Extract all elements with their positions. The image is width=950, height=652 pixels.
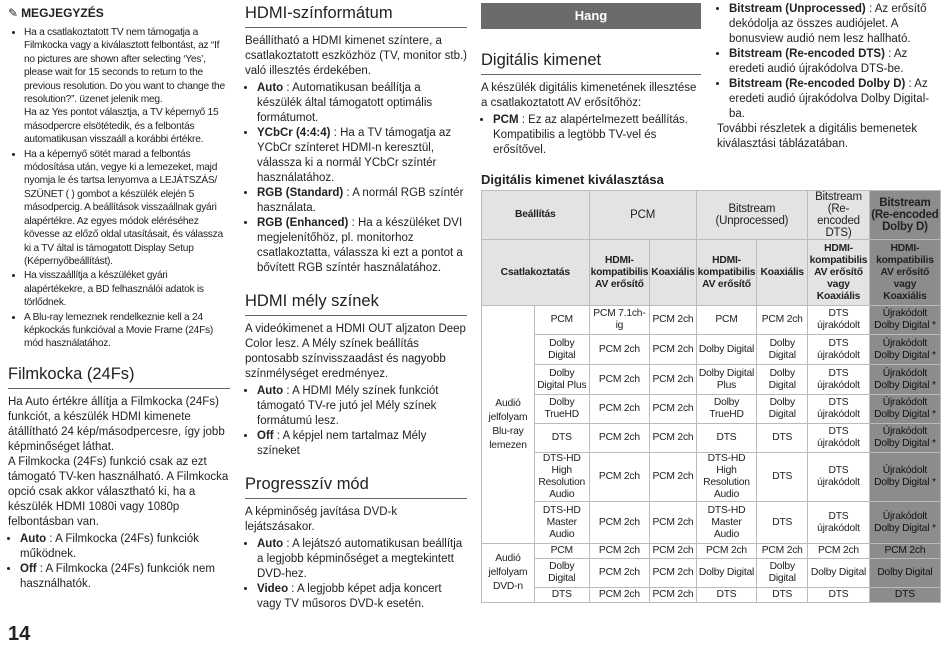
output-cell: Dolby Digital xyxy=(757,395,808,424)
output-cell: DTS xyxy=(696,424,757,453)
table-row xyxy=(482,453,941,502)
output-cell: PCM 2ch xyxy=(589,395,650,424)
note-list xyxy=(8,26,230,351)
column-1 xyxy=(8,0,230,592)
output-cell: DTS újrakódolt xyxy=(808,306,870,335)
output-cell: Dolby Digital xyxy=(869,559,940,588)
source-format: DTS xyxy=(534,588,589,603)
output-cell: PCM 2ch xyxy=(869,544,940,559)
digital-output-options xyxy=(481,113,701,158)
output-cell: DTS xyxy=(757,588,808,603)
bluray-rows xyxy=(482,306,941,544)
output-cell: PCM 2ch xyxy=(589,453,650,502)
output-cell: Újrakódolt Dolby Digital * xyxy=(869,365,940,395)
output-cell: PCM 2ch xyxy=(650,544,696,559)
header-hdmi-or-coax: HDMI-kompatibilis AV erősítő vagy Koaxiális xyxy=(808,240,870,306)
header-pcm: PCM xyxy=(589,191,696,240)
output-cell: DTS-HD Master Audio xyxy=(696,502,757,544)
output-cell: PCM 2ch xyxy=(650,502,696,544)
table-row xyxy=(482,306,941,335)
output-cell: DTS xyxy=(757,453,808,502)
bitstream-option: • Bitstream (Unprocessed) : Az erősítő dekódolja az összes audiójelet. A bonusview audió nem lesz hallható. xyxy=(729,2,942,47)
output-cell: PCM 2ch xyxy=(650,395,696,424)
progressive-option: • Auto : A lejátszó automatikusan beállítja a legjobb képminőséget a megtekintett DVD-hez. xyxy=(257,537,467,582)
output-cell: DTS újrakódolt xyxy=(808,395,870,424)
header-unprocessed: Bitstream (Unprocessed) xyxy=(696,191,807,240)
output-cell: PCM 2ch xyxy=(696,544,757,559)
output-cell: Dolby Digital xyxy=(696,335,757,365)
header-coax: Koaxiális xyxy=(650,240,696,306)
progressive-section-title: Progresszív mód xyxy=(245,475,467,499)
header-setting: Beállítás xyxy=(482,191,590,240)
digital-output-paragraph: A készülék digitális kimenetének illesztése a csatlakoztatott AV erősítőhöz: xyxy=(481,82,697,109)
output-cell: PCM 2ch xyxy=(589,502,650,544)
more-details: További részletek a digitális bemenetek kiválasztási táblázatában. xyxy=(717,123,918,150)
hdmi-paragraph: Beállítható a HDMI kimenet színtere, a csatlakoztatott eszközhöz (TV, monitor stb.) való illesztés érdekében. xyxy=(245,35,467,77)
output-cell: Dolby TrueHD xyxy=(696,395,757,424)
output-cell: Újrakódolt Dolby Digital * xyxy=(869,395,940,424)
header-reencoded-dolby: Bitstream (Re-encoded Dolby D) xyxy=(869,191,940,240)
output-cell: DTS újrakódolt xyxy=(808,424,870,453)
digital-output-table xyxy=(481,190,941,603)
film-paragraph-1: Ha Auto értékre állítja a Filmkocka (24Fs) funkciót, a készülék HDMI kimenete átállítható 24 kép/másodpercesre, így jobb képminőséget láthat. xyxy=(8,395,225,453)
table-connection-row xyxy=(482,240,941,306)
output-cell: DTS xyxy=(757,502,808,544)
output-cell: PCM xyxy=(696,306,757,335)
source-group: Audió jelfolyam Blu-ray lemezen xyxy=(482,306,535,544)
bitstream-option: • Bitstream (Re-encoded Dolby D) : Az eredeti audió újrakódolva Dolby Digital-ba. xyxy=(729,77,942,122)
source-group: Audió jelfolyam DVD-n xyxy=(482,544,535,603)
deep-color-options xyxy=(245,384,467,459)
output-cell: DTS-HD High Resolution Audio xyxy=(696,453,757,502)
table-header-row xyxy=(482,191,941,240)
column-2 xyxy=(245,0,467,612)
output-cell: PCM 2ch xyxy=(650,453,696,502)
source-format: Dolby Digital Plus xyxy=(534,365,589,395)
output-cell: Újrakódolt Dolby Digital * xyxy=(869,502,940,544)
source-format: Dolby TrueHD xyxy=(534,395,589,424)
bitstream-options xyxy=(717,2,942,122)
source-format: Dolby Digital xyxy=(534,559,589,588)
header-coax: Koaxiális xyxy=(757,240,808,306)
source-format: DTS-HD Master Audio xyxy=(534,502,589,544)
hdmi-option: • Auto : Automatikusan beállítja a készülék által támogatott optimális formátumot. xyxy=(257,81,467,126)
film-options xyxy=(8,532,230,592)
output-cell: PCM 2ch xyxy=(650,588,696,603)
column-3 xyxy=(481,0,701,192)
header-hdmi: HDMI-kompatibilis AV erősítő xyxy=(696,240,757,306)
film-option: • Off : A Filmkocka (24Fs) funkciók nem használhatók. xyxy=(20,562,230,592)
output-cell: DTS újrakódolt xyxy=(808,453,870,502)
output-cell: PCM 2ch xyxy=(589,335,650,365)
output-cell: PCM 7.1ch-ig xyxy=(589,306,650,335)
output-cell: Újrakódolt Dolby Digital * xyxy=(869,424,940,453)
section-banner-hang: Hang xyxy=(481,3,701,29)
output-cell: PCM 2ch xyxy=(589,559,650,588)
note-item: • Ha a csatlakoztatott TV nem támogatja a Filmkocka vagy a kiválasztott felbontást, az “If no pictures are shown after selecting ‘Yes’, please wait for 15 seconds to return to the previous resolution. Do you want to change the resolution?”. üzenet jelenik meg. Ha az Yes pontot választja, a TV képernyő 15 másodpercre elsötétedik, és a felbontás automatikusan visszaáll a korábbi értékre. xyxy=(24,26,230,147)
output-cell: Újrakódolt Dolby Digital * xyxy=(869,306,940,335)
table-row xyxy=(482,395,941,424)
output-cell: PCM 2ch xyxy=(589,424,650,453)
table-row xyxy=(482,502,941,544)
output-cell: PCM 2ch xyxy=(650,306,696,335)
output-cell: DTS újrakódolt xyxy=(808,365,870,395)
output-cell: Újrakódolt Dolby Digital * xyxy=(869,335,940,365)
note-heading xyxy=(8,6,230,20)
source-format: PCM xyxy=(534,544,589,559)
progressive-options xyxy=(245,537,467,612)
output-cell: Dolby Digital Plus xyxy=(696,365,757,395)
hdmi-option: • RGB (Enhanced) : Ha a készüléket DVI megjelenítőhöz, pl. monitorhoz csatlakoztatta, válassza ki ezt a pontot a bővített RGB színtér használatához. xyxy=(257,216,467,276)
output-cell: DTS xyxy=(808,588,870,603)
film-paragraph-2: A Filmkocka (24Fs) funkció csak az ezt támogató TV-ken használható. A Filmkocka opció csak akkor választható ki, ha a készülék HDMI 1080i vagy 1080p felbontásban van. xyxy=(8,455,229,528)
progressive-option: • Video : A legjobb képet adja koncert vagy TV műsoros DVD-k esetén. xyxy=(257,582,467,612)
output-cell: DTS xyxy=(757,424,808,453)
dvd-rows xyxy=(482,544,941,603)
header-reencoded-dts: Bitstream (Re-encoded DTS) xyxy=(808,191,870,240)
digital-output-option: • PCM : Ez az alapértelmezett beállítás. Kompatibilis a legtöbb TV-vel és erősítővel. xyxy=(493,113,701,158)
bitstream-option: • Bitstream (Re-encoded DTS) : Az eredeti audió újrakódolva DTS-be. xyxy=(729,47,942,77)
output-cell: Dolby Digital xyxy=(808,559,870,588)
table-row xyxy=(482,424,941,453)
deep-color-option: • Auto : A HDMI Mély színek funkciót támogató TV-re jutó jel Mély színek formátumú lesz. xyxy=(257,384,467,429)
output-cell: PCM 2ch xyxy=(650,424,696,453)
note-item: • Ha visszaállítja a készüléket gyári alapértékekre, a BD felhasználói adatok is törlődnek. xyxy=(24,269,230,309)
page-number: 14 xyxy=(8,623,31,645)
header-connection: Csatlakoztatás xyxy=(482,240,590,306)
note-item: • Ha a képernyő sötét marad a felbontás módosítása után, vegye ki a lemezeket, majd nyomja le és tartsa lenyomva a LEJÁTSZÁS/ SZÜNET ( ) gombot a készülék elején 5 másodpercig. A beállítások visszaállnak gyári alapértékre. Az egyes módok eléréséhez kövesse az előző oldal utasításait, és válassza ki a TV által is támogatott Display Setup (Képernyőbeállítást). xyxy=(24,148,230,269)
column-4 xyxy=(717,0,942,152)
source-format: PCM xyxy=(534,306,589,335)
output-cell: PCM 2ch xyxy=(589,588,650,603)
digital-output-title: Digitális kimenet xyxy=(481,51,701,75)
hdmi-section-title: HDMI-színformátum xyxy=(245,4,467,28)
source-format: Dolby Digital xyxy=(534,335,589,365)
deep-color-section-title: HDMI mély színek xyxy=(245,292,467,316)
table-row xyxy=(482,335,941,365)
note-item: • A Blu-ray lemeznek rendelkeznie kell a 24 képkockás funkcióval a Movie Frame (24Fs) mód használatához. xyxy=(24,311,230,351)
progressive-paragraph: A képminőség javítása DVD-k lejátszásakor. xyxy=(245,506,398,533)
output-cell: PCM 2ch xyxy=(757,306,808,335)
deep-color-option: • Off : A képjel nem tartalmaz Mély színeket xyxy=(257,429,467,459)
note-title: MEGJEGYZÉS xyxy=(21,6,104,20)
output-cell: PCM 2ch xyxy=(808,544,870,559)
film-section-title: Filmkocka (24Fs) xyxy=(8,365,230,389)
output-cell: PCM 2ch xyxy=(757,544,808,559)
output-cell: PCM 2ch xyxy=(650,335,696,365)
output-cell: DTS újrakódolt xyxy=(808,502,870,544)
output-cell: PCM 2ch xyxy=(589,365,650,395)
output-cell: Dolby Digital xyxy=(757,335,808,365)
output-cell: Újrakódolt Dolby Digital * xyxy=(869,453,940,502)
hdmi-option: • YCbCr (4:4:4) : Ha a TV támogatja az YCbCr színteret HDMI-n keresztül, válassza ki a normál YCbCr színtér használatához. xyxy=(257,126,467,186)
note-pencil-icon: ✎ xyxy=(8,6,19,20)
output-cell: Dolby Digital xyxy=(696,559,757,588)
output-cell: PCM 2ch xyxy=(650,559,696,588)
table-row xyxy=(482,588,941,603)
table-row xyxy=(482,544,941,559)
film-option: • Auto : A Filmkocka (24Fs) funkciók működnek. xyxy=(20,532,230,562)
table-row xyxy=(482,365,941,395)
deep-color-paragraph: A videókimenet a HDMI OUT aljzaton Deep Color lesz. A Mély színek beállítás pontosabb színvisszaadást és nagyobb színmélységet eredményez. xyxy=(245,323,466,380)
output-cell: DTS xyxy=(869,588,940,603)
hdmi-option: • RGB (Standard) : A normál RGB színtér használata. xyxy=(257,186,467,216)
source-format: DTS-HD High Resolution Audio xyxy=(534,453,589,502)
output-cell: Dolby Digital xyxy=(757,559,808,588)
source-format: DTS xyxy=(534,424,589,453)
header-hdmi-or-coax: HDMI-kompatibilis AV erősítő vagy Koaxiális xyxy=(869,240,940,306)
output-cell: DTS xyxy=(696,588,757,603)
output-cell: PCM 2ch xyxy=(650,365,696,395)
output-cell: Dolby Digital xyxy=(757,365,808,395)
output-cell: PCM 2ch xyxy=(589,544,650,559)
output-cell: DTS újrakódolt xyxy=(808,335,870,365)
selection-table-title: Digitális kimenet kiválasztása xyxy=(481,172,701,192)
hdmi-options xyxy=(245,81,467,276)
table-row xyxy=(482,559,941,588)
header-hdmi: HDMI-kompatibilis AV erősítő xyxy=(589,240,650,306)
